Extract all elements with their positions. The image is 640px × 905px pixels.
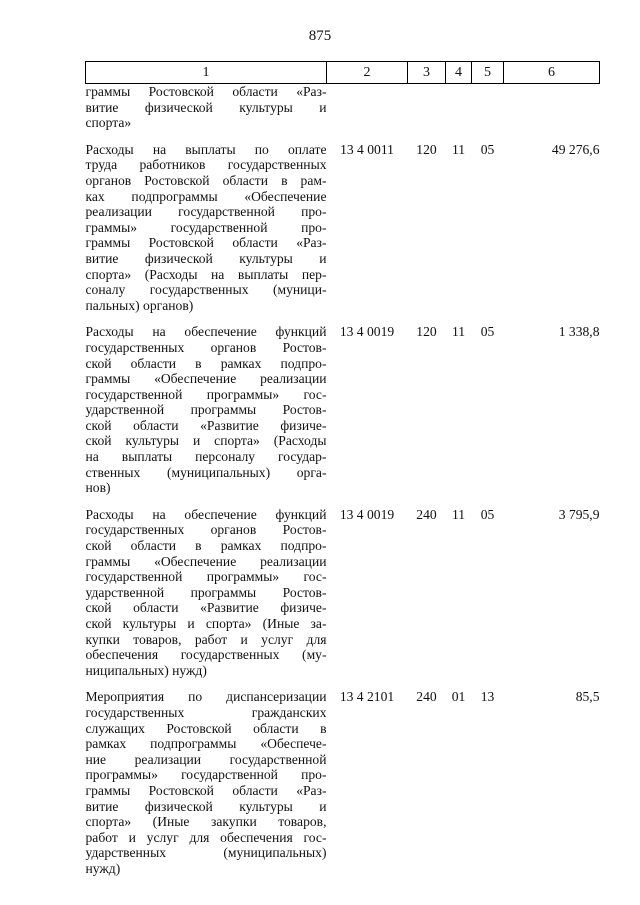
row-section: 01 [451, 689, 466, 705]
description-line: ударственной программы Ростов- [85, 584, 327, 600]
description-line: витие физической культуры и [85, 99, 327, 115]
description-line: на выплаты персоналу государ- [85, 449, 327, 465]
description-line: государственных гражданских [85, 704, 327, 720]
description-line: ской области «Развитие физиче- [85, 600, 327, 616]
description-line: ударственной программы Ростов- [85, 402, 327, 418]
description-line: органов Ростовской области в рам- [85, 172, 327, 188]
row-section [446, 84, 472, 131]
description-line: пальных) органов) [85, 297, 194, 313]
description-line: рамках подпрограммы «Обеспече- [85, 736, 327, 752]
row-subsection: 05 [480, 506, 495, 522]
description-line: обеспечения государственных (му- [85, 647, 327, 663]
row-subsection: 05 [480, 324, 495, 340]
description-line: Расходы на обеспечение функций [85, 324, 327, 340]
description-line: служащих Ростовской области в [85, 720, 327, 736]
row-expense-type: 120 [416, 141, 437, 157]
header-col-5: 5 [472, 62, 504, 84]
row-spacer [86, 678, 600, 689]
row-description [86, 689, 327, 876]
description-line: Мероприятия по диспансеризации [85, 689, 327, 705]
row-expense-type: 240 [416, 506, 437, 522]
description-line: государственных органов Ростов- [85, 339, 327, 355]
description-line: ках подпрограммы «Обеспечение [85, 188, 327, 204]
description-line: ской культуры и спорта» (Расходы [85, 433, 327, 449]
row-target-code [327, 84, 408, 131]
row-section: 11 [451, 506, 466, 522]
description-line: граммы Ростовской области «Раз- [85, 84, 327, 99]
table-row [86, 84, 600, 131]
row-amount: 1 338,8 [558, 324, 600, 340]
row-description [86, 84, 327, 131]
description-line: работ и услуг для обеспечения гос- [85, 829, 327, 845]
row-subsection: 05 [480, 141, 495, 157]
header-col-2: 2 [327, 62, 408, 84]
description-line: Расходы на выплаты по оплате [85, 141, 327, 157]
table-row [86, 689, 600, 876]
description-line: граммы «Обеспечение реализации [85, 553, 327, 569]
description-line: ской области в рамках подпро- [85, 355, 327, 371]
row-target-code: 13 4 2101 [339, 689, 395, 705]
row-target-code: 13 4 0011 [340, 141, 394, 157]
description-line: государственной программы» гос- [85, 569, 327, 585]
row-expense-type [408, 84, 446, 131]
row-description [86, 142, 327, 314]
description-line: витие физической культуры и [85, 250, 327, 266]
description-line: соналу государственных (муници- [85, 282, 327, 298]
page-number: 875 [308, 28, 332, 44]
description-line: граммы Ростовской области «Раз- [85, 235, 327, 251]
row-amount: 49 276,6 [551, 141, 600, 157]
row-section: 11 [451, 324, 466, 340]
description-line: ние реализации государственной [85, 751, 327, 767]
description-line: программы» государственной про- [85, 767, 327, 783]
row-subsection: 13 [480, 689, 495, 705]
table-body [86, 84, 600, 877]
row-target-code: 13 4 0019 [339, 324, 395, 340]
table-row [86, 507, 600, 679]
table-header [86, 62, 600, 84]
description-line: ниципальных) нужд) [85, 662, 207, 678]
description-line: государственных органов Ростов- [85, 522, 327, 538]
description-line: ственных (муниципальных) орга- [85, 464, 327, 480]
description-line: нужд) [85, 860, 121, 876]
row-amount: 3 795,9 [558, 506, 600, 522]
description-line: Расходы на обеспечение функций [85, 506, 327, 522]
table-row [86, 324, 600, 496]
description-line: ской области «Развитие физиче- [85, 417, 327, 433]
row-description [86, 507, 327, 679]
row-spacer [86, 313, 600, 324]
description-line: ской области в рамках подпро- [85, 538, 327, 554]
row-section: 11 [451, 141, 466, 157]
row-expense-type: 240 [416, 689, 437, 705]
description-line: труда работников государственных [85, 157, 327, 173]
description-line: реализации государственной про- [85, 204, 327, 220]
description-line: государственной программы» гос- [85, 386, 327, 402]
header-col-3: 3 [408, 62, 446, 84]
description-line: граммы «Обеспечение реализации [85, 371, 327, 387]
row-target-code: 13 4 0019 [339, 506, 395, 522]
description-line: граммы» государственной про- [85, 219, 327, 235]
row-spacer [86, 496, 600, 507]
row-expense-type: 120 [416, 324, 437, 340]
description-line: граммы Ростовской области «Раз- [85, 782, 327, 798]
row-amount [504, 84, 600, 131]
row-spacer [86, 131, 600, 142]
description-line: спорта» (Иные закупки товаров, [85, 814, 327, 830]
description-line: спорта» (Расходы на выплаты пер- [85, 266, 327, 282]
budget-table [85, 61, 600, 877]
description-line: ской культуры и спорта» (Иные за- [85, 616, 327, 631]
header-col-6: 6 [504, 62, 600, 84]
header-col-1: 1 [86, 62, 327, 84]
row-subsection [472, 84, 504, 131]
description-line: витие физической культуры и [85, 798, 327, 814]
description-line: купки товаров, работ и услуг для [85, 631, 327, 647]
row-description [86, 324, 327, 496]
description-line: спорта» [85, 115, 132, 131]
header-col-4: 4 [446, 62, 472, 84]
description-line: ударственных (муниципальных) [85, 845, 327, 861]
row-amount: 85,5 [575, 689, 600, 705]
table-row [86, 142, 600, 314]
description-line: нов) [85, 480, 111, 496]
